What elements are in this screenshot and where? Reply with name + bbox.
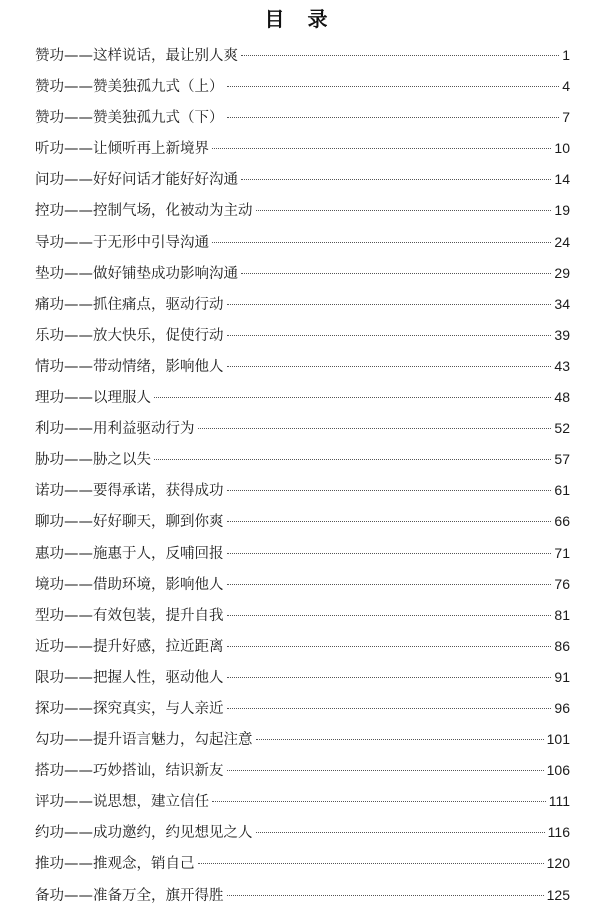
toc-entry-page-number: 14 xyxy=(554,171,570,188)
dot-leader xyxy=(154,459,551,460)
toc-entry-page-number: 91 xyxy=(554,668,570,685)
toc-entry-page-number: 4 xyxy=(562,78,570,95)
toc-entry[interactable] xyxy=(35,479,570,510)
toc-entry-page-number: 43 xyxy=(554,357,570,374)
toc-entry[interactable] xyxy=(35,852,570,883)
toc-entry-page-number: 71 xyxy=(554,544,570,561)
toc-entry-title: 勾功——提升语言魅力，勾起注意 xyxy=(35,732,253,749)
toc-entry-title: 境功——借助环境，影响他人 xyxy=(35,576,224,593)
toc-entry-page-number: 96 xyxy=(554,699,570,716)
toc-entry[interactable] xyxy=(35,448,570,479)
toc-entry[interactable] xyxy=(35,44,570,75)
toc-entry-page-number: 66 xyxy=(554,513,570,530)
toc-entry[interactable] xyxy=(35,666,570,697)
toc-entry-title: 控功——控制气场，化被动为主动 xyxy=(35,203,253,220)
toc-entry-page-number: 48 xyxy=(554,389,570,406)
toc-entry-title: 推功——推观念，销自己 xyxy=(35,856,195,873)
toc-entry[interactable] xyxy=(35,106,570,137)
dot-leader xyxy=(212,801,546,802)
toc-entry[interactable] xyxy=(35,510,570,541)
dot-leader xyxy=(256,210,552,211)
toc-entry-title: 限功——把握人性，驱动他人 xyxy=(35,669,224,686)
toc-entry-page-number: 101 xyxy=(546,731,570,748)
toc-entry[interactable] xyxy=(35,199,570,230)
toc-entry-title: 乐功——放大快乐，促使行动 xyxy=(35,327,224,344)
toc-entry[interactable] xyxy=(35,728,570,759)
toc-entry-title: 型功——有效包装，提升自我 xyxy=(35,607,224,624)
toc-entry-title: 理功——以理服人 xyxy=(35,390,151,407)
toc-entry[interactable] xyxy=(35,324,570,355)
toc-entry-title: 赞功——赞美独孤九式（下） xyxy=(35,110,224,127)
toc-entry[interactable] xyxy=(35,75,570,106)
dot-leader xyxy=(241,179,551,180)
toc-entry[interactable] xyxy=(35,573,570,604)
toc-entry-title: 惠功——施惠于人，反哺回报 xyxy=(35,545,224,562)
toc-entry-title: 利功——用利益驱动行为 xyxy=(35,421,195,438)
toc-entry[interactable] xyxy=(35,542,570,573)
page-title: 目 录 xyxy=(264,7,336,31)
toc-entry[interactable] xyxy=(35,790,570,821)
toc-entry-page-number: 29 xyxy=(554,264,570,281)
dot-leader xyxy=(154,397,551,398)
toc-entry-page-number: 106 xyxy=(546,762,570,779)
toc-entry[interactable] xyxy=(35,417,570,448)
toc-entry-title: 情功——带动情绪，影响他人 xyxy=(35,358,224,375)
toc-entry[interactable] xyxy=(35,697,570,728)
toc-entry-page-number: 7 xyxy=(562,109,570,126)
dot-leader xyxy=(198,863,544,864)
toc-entry[interactable] xyxy=(35,821,570,852)
toc-entry-page-number: 1 xyxy=(562,47,570,63)
toc-entry-title: 导功——于无形中引导沟通 xyxy=(35,234,209,251)
toc-entry-title: 赞功——这样说话，最让别人爽 xyxy=(35,48,238,64)
toc-entry-title: 垫功——做好铺垫成功影响沟通 xyxy=(35,265,238,282)
dot-leader xyxy=(227,553,552,554)
toc-entry-page-number: 10 xyxy=(554,140,570,157)
toc-entry[interactable] xyxy=(35,293,570,324)
toc-entry-page-number: 76 xyxy=(554,575,570,592)
toc-entry-page-number: 125 xyxy=(546,886,570,903)
toc-entry[interactable] xyxy=(35,168,570,199)
toc-entry-title: 赞功——赞美独孤九式（上） xyxy=(35,79,224,96)
toc-entry-page-number: 34 xyxy=(554,295,570,312)
dot-leader xyxy=(227,366,552,367)
toc-entry[interactable] xyxy=(35,137,570,168)
toc-entry-page-number: 61 xyxy=(554,482,570,499)
toc-entry-page-number: 24 xyxy=(554,233,570,250)
dot-leader xyxy=(212,242,551,243)
toc-entry-title: 问功——好好问话才能好好沟通 xyxy=(35,172,238,189)
toc-entry-title: 胁功——胁之以失 xyxy=(35,452,151,469)
toc-entry-title: 备功——准备万全，旗开得胜 xyxy=(35,887,224,904)
dot-leader xyxy=(256,832,545,833)
dot-leader xyxy=(256,739,544,740)
toc-entry-title: 探功——探究真实，与人亲近 xyxy=(35,700,224,717)
toc-entry[interactable] xyxy=(35,355,570,386)
dot-leader xyxy=(227,584,552,585)
dot-leader xyxy=(227,304,552,305)
toc-entry-title: 聊功——好好聊天，聊到你爽 xyxy=(35,514,224,531)
dot-leader xyxy=(227,117,560,118)
toc-entry-title: 听功——让倾听再上新境界 xyxy=(35,141,209,158)
toc-entry-page-number: 19 xyxy=(554,202,570,219)
toc-entry-title: 评功——说思想，建立信任 xyxy=(35,794,209,811)
dot-leader xyxy=(227,335,552,336)
dot-leader xyxy=(227,490,552,491)
toc-entry[interactable] xyxy=(35,635,570,666)
toc-entry[interactable] xyxy=(35,884,570,915)
toc-entry[interactable] xyxy=(35,604,570,635)
toc-entry-title: 诺功——要得承诺，获得成功 xyxy=(35,483,224,500)
toc-entry-page-number: 57 xyxy=(554,451,570,468)
toc-entry[interactable] xyxy=(35,759,570,790)
dot-leader xyxy=(227,646,552,647)
toc-entry-page-number: 39 xyxy=(554,326,570,343)
dot-leader xyxy=(241,273,551,274)
toc-entry-page-number: 116 xyxy=(547,824,570,841)
toc-entry[interactable] xyxy=(35,262,570,293)
toc-entry-page-number: 111 xyxy=(548,793,570,810)
toc-entry-page-number: 52 xyxy=(554,420,570,437)
toc-entry-page-number: 86 xyxy=(554,637,570,654)
toc-entry-page-number: 81 xyxy=(554,606,570,623)
dot-leader xyxy=(227,615,552,616)
toc-entry-title: 搭功——巧妙搭讪，结识新友 xyxy=(35,763,224,780)
dot-leader xyxy=(227,895,544,896)
dot-leader xyxy=(212,148,551,149)
toc-entry-title: 约功——成功邀约，约见想见之人 xyxy=(35,825,253,842)
dot-leader xyxy=(198,428,552,429)
dot-leader xyxy=(227,677,552,678)
dot-leader xyxy=(227,521,552,522)
dot-leader xyxy=(227,708,552,709)
toc-entry[interactable] xyxy=(35,231,570,262)
toc-entry-title: 痛功——抓住痛点，驱动行动 xyxy=(35,296,224,313)
dot-leader xyxy=(227,770,544,771)
toc-entry[interactable] xyxy=(35,386,570,417)
toc-entry-page-number: 120 xyxy=(546,855,570,872)
dot-leader xyxy=(227,86,560,87)
toc-entry-title: 近功——提升好感，拉近距离 xyxy=(35,638,224,655)
table-of-contents xyxy=(35,44,570,915)
dot-leader xyxy=(241,55,559,56)
